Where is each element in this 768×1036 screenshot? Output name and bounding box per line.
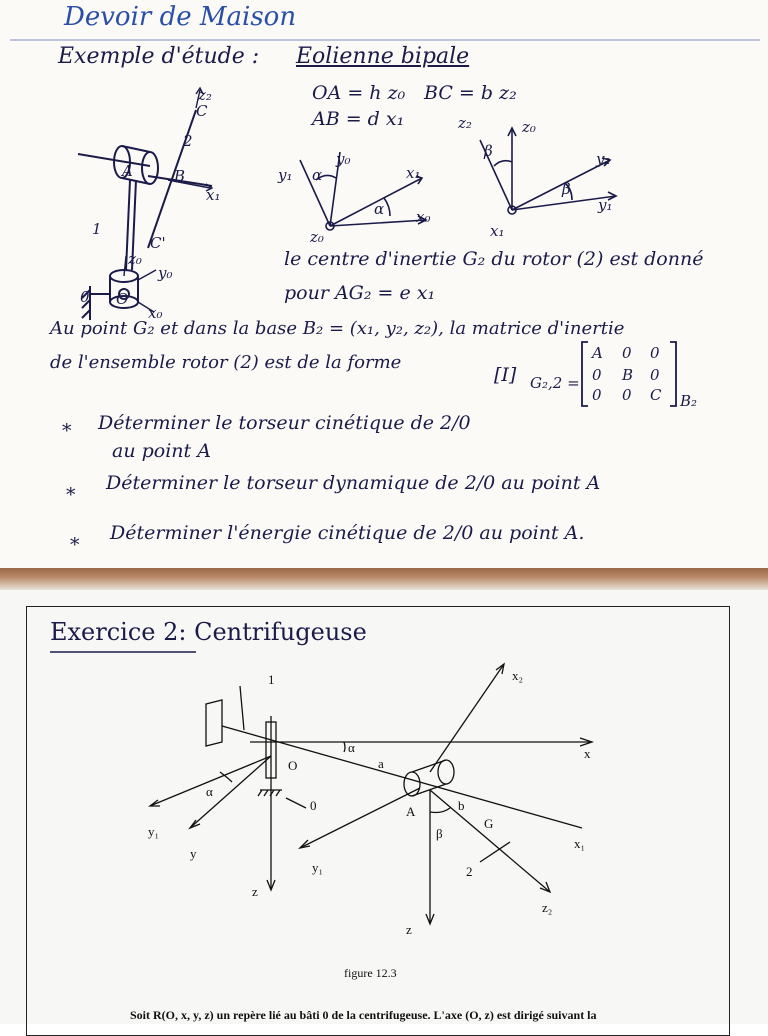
centrifuge-diagram	[140, 660, 700, 940]
title-prefix: Exemple d'étude :	[58, 44, 260, 69]
angle1-alpha2: α	[374, 200, 385, 218]
centrifuge-label-O: O	[288, 758, 298, 773]
centrifuge-label-b: b	[458, 798, 465, 813]
angle2-z0: z₀	[522, 118, 536, 136]
label-A: A	[122, 162, 133, 180]
centrifuge-label-y: y	[190, 846, 197, 861]
angle2-beta: β	[484, 142, 493, 160]
angle1-x0: x₀	[416, 208, 431, 226]
centrifuge-label-1: 1	[268, 672, 275, 687]
matrix-cell-1-0: 0	[592, 366, 602, 384]
angle1-y0: y₀	[336, 150, 351, 168]
photo-gap	[0, 568, 768, 590]
exercise-title-underline	[50, 650, 250, 656]
centrifuge-label-zb: z	[406, 922, 412, 937]
centrifuge-label-y1: y₁	[148, 824, 160, 839]
angle2-z2: z₂	[458, 114, 472, 132]
task-1-text: Déterminer le torseur cinétique de 2/0	[98, 412, 471, 434]
eq-bc: BC = b z₂	[424, 82, 517, 104]
label-O: O	[116, 290, 129, 308]
matrix-sub: G₂,2 =	[530, 374, 580, 392]
label-z0: z₀	[128, 250, 142, 268]
task-2-bullet: *	[66, 484, 76, 506]
matrix-cell-0-1: 0	[622, 344, 632, 362]
eq-oa: OA = h z₀	[312, 82, 406, 104]
text-line1: le centre d'inertie G₂ du rotor (2) est donné	[284, 248, 704, 270]
centrifuge-label-x1: x₁	[574, 836, 586, 851]
centrifuge-label-2: 2	[466, 864, 473, 879]
label-C: C	[196, 102, 208, 120]
label-B: B	[174, 167, 186, 185]
centrifuge-label-x2: x₂	[512, 668, 524, 683]
matrix-label: [I]	[494, 364, 517, 386]
centrifuge-label-A: A	[406, 804, 416, 819]
matrix-cell-2-0: 0	[592, 386, 602, 404]
task-3-bullet: *	[70, 534, 80, 556]
centrifuge-label-beta: β	[436, 826, 443, 841]
centrifuge-label-x: x	[584, 746, 591, 761]
task-3-text: Déterminer l'énergie cinétique de 2/0 au point A.	[110, 522, 585, 544]
angle1-y1: y₁	[278, 166, 293, 184]
label-z2: z₂	[198, 86, 212, 104]
label-zero: 0	[80, 288, 90, 306]
angle1-x1: x₁	[406, 164, 421, 182]
matrix-base: B₂	[680, 392, 698, 410]
task-1-cont: au point A	[112, 440, 211, 462]
matrix-cell-2-2: C	[650, 386, 662, 404]
eq-ab: AB = d x₁	[312, 108, 405, 130]
label-1: 1	[92, 220, 102, 238]
text-line2: pour AG₂ = e x₁	[284, 282, 436, 304]
angle2-beta2: β	[562, 180, 571, 198]
matrix-cell-1-2: 0	[650, 366, 660, 384]
centrifuge-label-alpha: α	[348, 740, 355, 755]
centrifuge-label-y1b: y₁	[312, 860, 324, 875]
matrix-cell-0-0: A	[592, 344, 603, 362]
centrifuge-label-z: z	[252, 884, 258, 899]
matrix-cell-0-2: 0	[650, 344, 660, 362]
exercise-title: Exercice 2: Centrifugeuse	[50, 618, 367, 646]
angle2-y1: y₁	[598, 196, 613, 214]
centrifuge-label-G: G	[484, 816, 494, 831]
task-2-text: Déterminer le torseur dynamique de 2/0 au point A	[106, 472, 601, 494]
matrix-cell-2-1: 0	[622, 386, 632, 404]
angle2-x1: x₁	[490, 222, 505, 240]
figure-caption: figure 12.3	[344, 966, 397, 980]
angle1-z0: z₀	[310, 228, 324, 246]
task-1-bullet: *	[62, 420, 72, 442]
title-subject: Eolienne bipale	[296, 44, 470, 69]
centrifuge-label-alpha2: α	[206, 784, 213, 799]
label-y0: y₀	[158, 264, 173, 282]
label-Cp: C'	[150, 234, 166, 252]
label-2: 2	[183, 132, 193, 150]
angle2-y2: y₂	[596, 150, 611, 168]
centrifuge-label-z2: z₂	[542, 900, 553, 915]
text-line3: Au point G₂ et dans la base B₂ = (x₁, y₂, z₂), la matrice d'inertie	[50, 318, 625, 339]
matrix-cell-1-1: B	[622, 366, 634, 384]
label-x0: x₀	[148, 304, 163, 322]
centrifuge-label-a: a	[378, 756, 384, 771]
angle1-alpha: α	[312, 166, 323, 184]
centrifuge-label-0: 0	[310, 798, 317, 813]
text-line4: de l'ensemble rotor (2) est de la forme	[50, 352, 402, 373]
header-title: Devoir de Maison	[64, 2, 297, 32]
label-x1: x₁	[206, 186, 221, 204]
exercise-body-text: Soit R(O, x, y, z) un repère lié au bâti 0 de la centrifugeuse. L'axe (O, z) est dirigé suivant la	[130, 1008, 597, 1022]
